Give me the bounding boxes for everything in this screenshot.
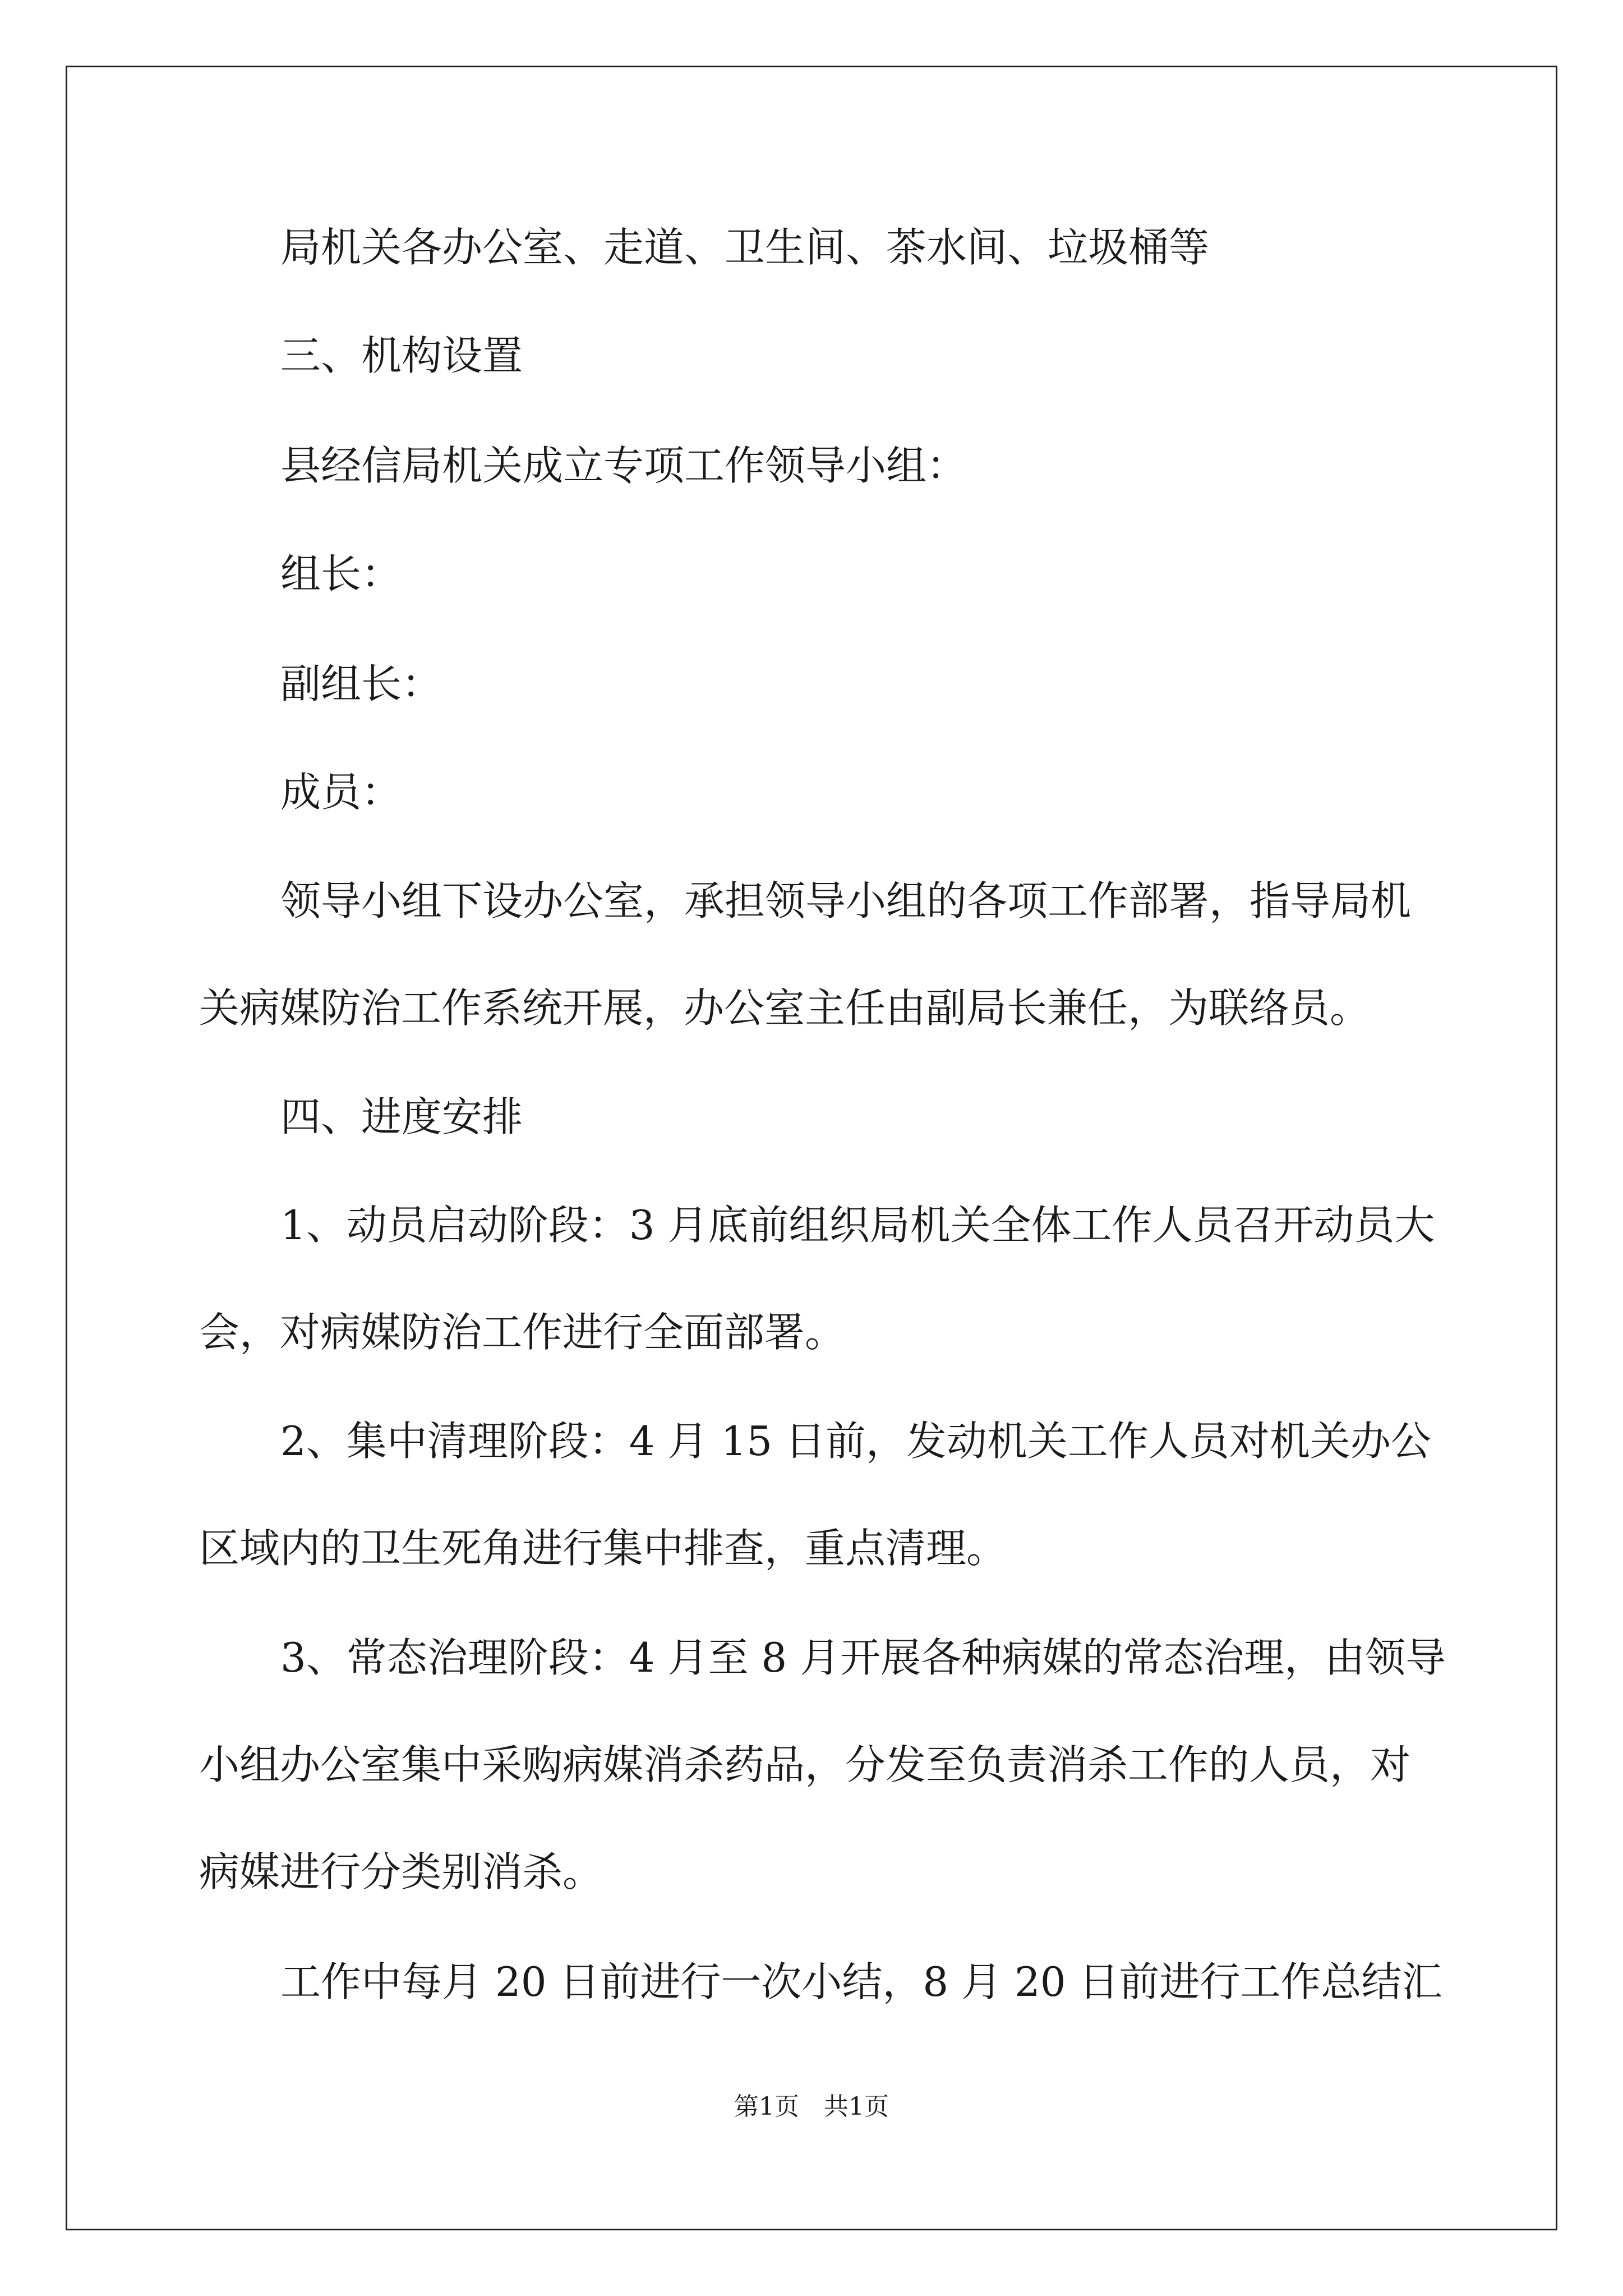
paragraph-office xyxy=(199,877,1427,1032)
paragraph-line: 2、集中清理阶段：4 月 15 日前，发动机关工作人员对机关办公 xyxy=(280,1418,1431,1465)
leader-line xyxy=(199,550,1509,597)
text-line: 组长： xyxy=(280,550,402,597)
text-line: 县经信局机关成立专项工作领导小组： xyxy=(280,442,967,489)
paragraph-line: 病媒进行分类别消杀。 xyxy=(199,1848,603,1895)
text-line-1 xyxy=(199,224,1509,271)
paragraph-line: 1、动员启动阶段：3 月底前组织局机关全体工作人员召开动员大 xyxy=(280,1202,1435,1249)
heading-text: 三、机构设置 xyxy=(280,332,523,379)
text-line-group xyxy=(199,442,1509,489)
paragraph-line: 会，对病媒防治工作进行全面部署。 xyxy=(199,1309,846,1356)
paragraph-line: 区域内的卫生死角进行集中排查，重点清理。 xyxy=(199,1525,1007,1572)
paragraph-stage-1 xyxy=(199,1202,1435,1356)
page-number-footer: 第1页 共1页 xyxy=(734,2092,889,2121)
paragraph-line: 工作中每月 20 日前进行一次小结，8 月 20 日前进行工作总结汇 xyxy=(280,1958,1442,2005)
deputy-leader-line xyxy=(199,660,1509,707)
section-heading-4 xyxy=(199,1093,1509,1140)
text-line: 成员： xyxy=(280,769,402,816)
paragraph-summary xyxy=(199,1958,1509,2005)
paragraph-line: 小组办公室集中采购病媒消杀药品，分发至负责消杀工作的人员，对 xyxy=(199,1741,1411,1788)
paragraph-stage-3 xyxy=(199,1634,1446,1895)
members-line xyxy=(199,769,1509,816)
paragraph-line: 领导小组下设办公室，承担领导小组的各项工作部署，指导局机 xyxy=(280,877,1412,924)
paragraph-line: 关病媒防治工作系统开展，办公室主任由副局长兼任，为联络员。 xyxy=(199,984,1371,1032)
text-line: 局机关各办公室、走道、卫生间、茶水间、垃圾桶等 xyxy=(280,224,1210,271)
page-border xyxy=(66,66,1557,2230)
paragraph-stage-2 xyxy=(199,1418,1431,1572)
section-heading-3 xyxy=(199,332,1509,379)
heading-text: 四、进度安排 xyxy=(280,1093,523,1140)
text-line: 副组长： xyxy=(280,660,442,707)
paragraph-line: 3、常态治理阶段：4 月至 8 月开展各种病媒的常态治理，由领导 xyxy=(280,1634,1446,1681)
